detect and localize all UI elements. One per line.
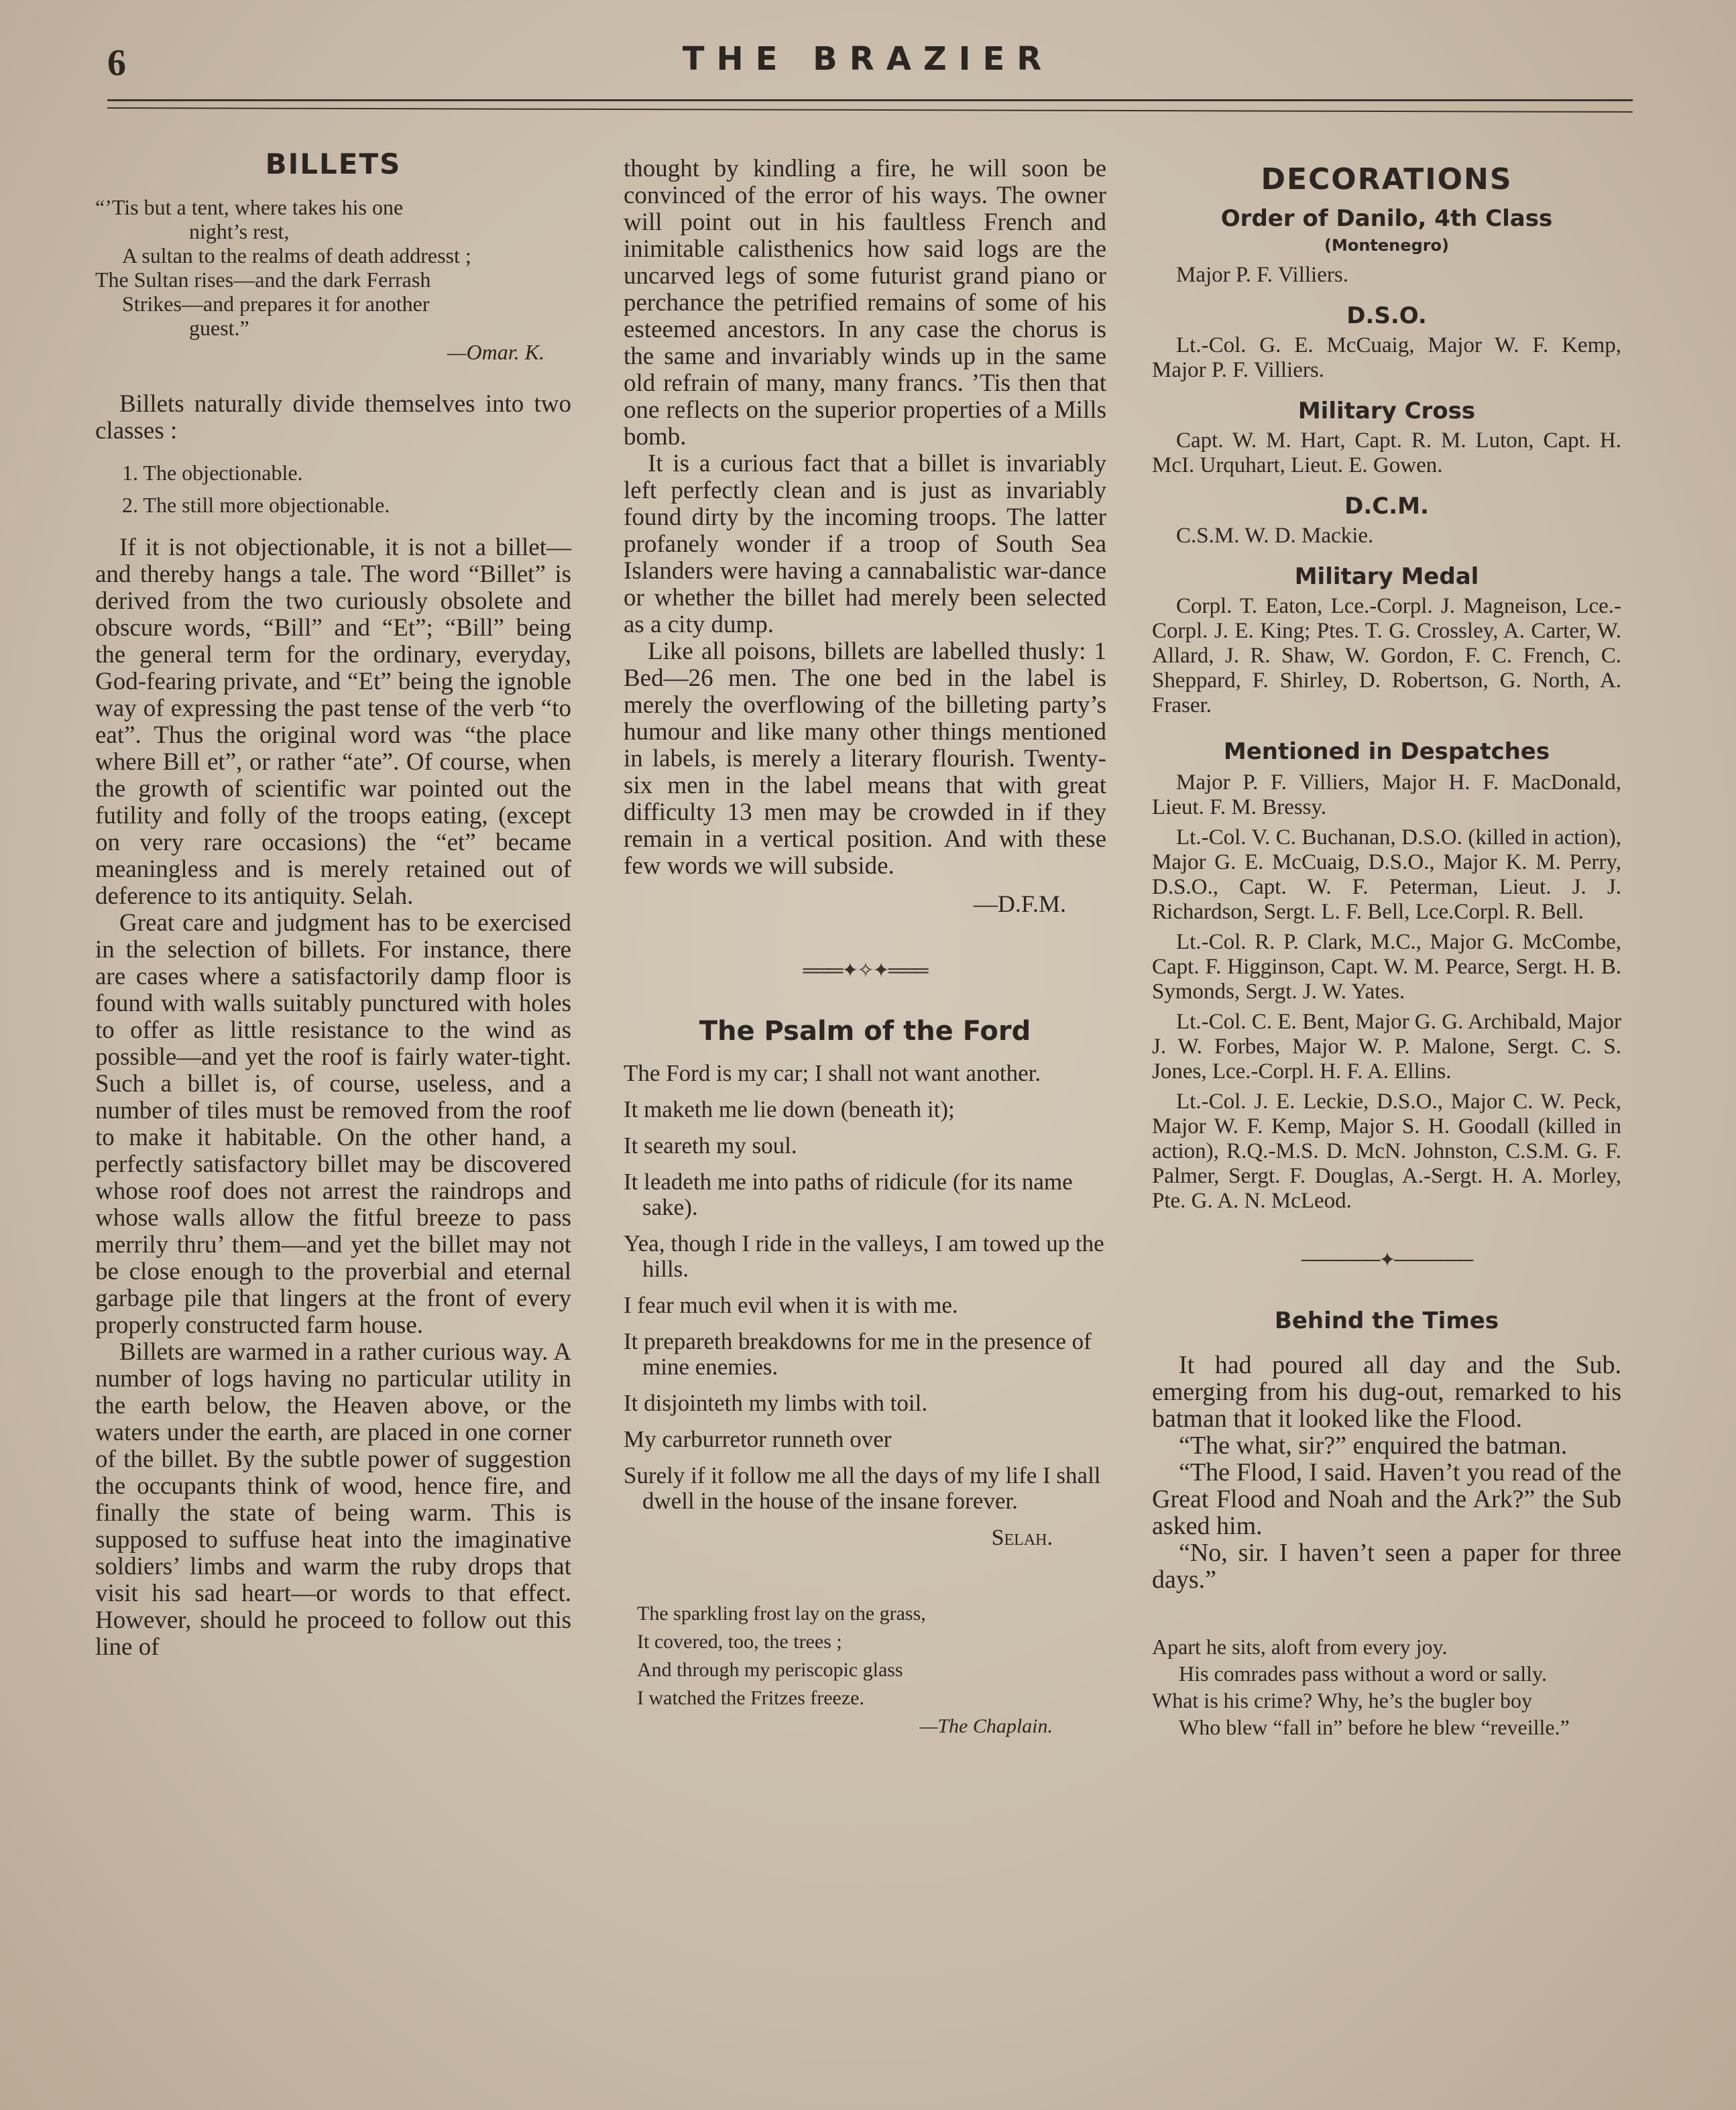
ornament-divider: ═══✦✧✦═══ xyxy=(803,959,927,982)
column-left xyxy=(95,148,571,1661)
decoration-subheading: (Montenegro) xyxy=(1324,236,1449,255)
poem-line: Who blew “fall in” before he blew “reveille.” xyxy=(1179,1715,1570,1739)
epigraph-line: A sultan to the realms of death addresst ; xyxy=(122,243,471,268)
ornament-divider: ──────✦────── xyxy=(1301,1249,1472,1271)
behind-times-paragraph: “No, sir. I haven’t seen a paper for three days.” xyxy=(1152,1539,1621,1594)
decoration-recipients: Corpl. T. Eaton, Lce.-Corpl. J. Magneison, Lce.-Corpl. J. E. King; Ptes. T. G. Crossley, A. Carter, W. Allard, J. R. Shaw, W. Gordon, F. C. French, C. Sheppard, F. Shirley, D. Robertson, G. North, A. Fraser. xyxy=(1152,594,1621,717)
billets-paragraph: It is a curious fact that a billet is invariably left perfectly clean and is just as invariably found dirty by the incoming troops. The latter profanely wonder if a troop of South Sea Islanders were having a cannabalistic war-dance or whether the billet had merely been selected as a city dump. xyxy=(624,450,1106,638)
psalm-line: I fear much evil when it is with me. xyxy=(624,1292,958,1318)
psalm-line: It seareth my soul. xyxy=(624,1132,797,1159)
psalm-line: Surely if it follow me all the days of my life I shall dwell in the house of the insane forever. xyxy=(624,1462,1101,1514)
decoration-recipients: Capt. W. M. Hart, Capt. R. M. Luton, Capt. H. McI. Urquhart, Lieut. E. Gowen. xyxy=(1152,428,1621,477)
frost-poem xyxy=(624,1600,1106,1741)
page-number: 6 xyxy=(107,42,126,84)
poem-line: And through my periscopic glass xyxy=(637,1659,903,1681)
column-right xyxy=(1152,162,1621,1741)
psalm-line: It disjointeth my limbs with toil. xyxy=(624,1390,928,1416)
billets-title: BILLETS xyxy=(265,148,402,180)
psalm-line: It maketh me lie down (beneath it); xyxy=(624,1096,955,1122)
decoration-heading: D.S.O. xyxy=(1346,302,1427,329)
despatches-entry: Lt.-Col. J. E. Leckie, D.S.O., Major C. W. Peck, Major W. F. Kemp, Major S. H. Goodall (killed in action), R.Q.-M.S. D. McN. Johnston, C.S.M. G. F. Palmer, Sergt. F. Douglas, A.-Sergt. H. A. Morley, Pte. G. A. N. McLeod. xyxy=(1152,1090,1621,1213)
despatches-entry: Lt.-Col. V. C. Buchanan, D.S.O. (killed in action), Major G. E. McCuaig, D.S.O., Major K. M. Perry, D.S.O., Capt. W. F. Peterman, Lieut. J. J. Richardson, Sergt. L. F. Bell, Lce.Corpl. R. Bell. xyxy=(1152,825,1621,924)
list-item: 1. The objectionable. xyxy=(122,461,303,485)
decoration-heading: Military Cross xyxy=(1297,398,1476,424)
billets-paragraph: If it is not objectionable, it is not a billet—and thereby hangs a tale. The word “Billet” is derived from the two curiously obsolete and obscure words, “Bill” and “Et”; “Bill” being the general term for the ordinary, everyday, God-fearing private, and “Et” being the ignoble way of expressing the past tense of the verb “to eat”. Thus the original word was “the place where Bill et”, or rather “ate”. Of course, when the growth of scientific war pointed out the futility and folly of the troops eating, (except on very rare occasions) the “et” became meaningless and is merely retained out of deference to its antiquity. Selah. xyxy=(95,534,571,910)
despatches-entry: Major P. F. Villiers, Major H. F. MacDonald, Lieut. F. M. Bressy. xyxy=(1152,770,1621,819)
behind-times-title: Behind the Times xyxy=(1274,1307,1499,1334)
list-item: 2. The still more objectionable. xyxy=(122,493,390,517)
behind-times-paragraph: “The what, sir?” enquired the batman. xyxy=(1179,1431,1568,1460)
billets-epigraph xyxy=(95,195,571,364)
poem-author: —The Chaplain. xyxy=(919,1715,1053,1737)
psalm-line: It prepareth breakdowns for me in the presence of mine enemies. xyxy=(624,1328,1092,1380)
despatches-heading: Mentioned in Despatches xyxy=(1223,738,1550,765)
decoration-heading: D.C.M. xyxy=(1344,493,1429,520)
poem-line: I watched the Fritzes freeze. xyxy=(637,1687,864,1709)
billets-paragraph: Like all poisons, billets are labelled thusly: 1 Bed—26 men. The one bed in the label is merely the overflowing of the billeting party’s humour and like many other things mentioned in labels, is merely a literary flourish. Twenty-six men in the label means that with great difficulty 13 men may be crowded in if they remain in a vertical position. And with these few words we will subside. xyxy=(624,638,1106,880)
epigraph-line: night’s rest, xyxy=(189,219,290,243)
despatches-entry: Lt.-Col. C. E. Bent, Major G. G. Archibald, Major J. W. Forbes, Major W. P. Malone, Sergt. C. S. Jones, Lce.-Corpl. H. F. A. Ellins. xyxy=(1152,1010,1621,1083)
poem-line: What is his crime? Why, he’s the bugler boy xyxy=(1152,1688,1532,1712)
billets-paragraph: Billets are warmed in a rather curious way. A number of logs having no particular utility in the earth below, the Heaven above, or the waters under the earth, are placed in one corner of the billet. By the subtle power of suggestion the occupants think of wood, hence fire, and finally the state of being warm. This is supposed to suffuse heat into the imaginative soldiers’ limbs and warm the ruby drops that visit his sad heart—or words to that effect. However, should he proceed to follow out this line of xyxy=(95,1338,571,1661)
bugler-poem xyxy=(1152,1633,1621,1741)
billets-signature: —D.F.M. xyxy=(973,890,1066,917)
billets-classes xyxy=(122,457,571,521)
epigraph-line: The Sultan rises—and the dark Ferrash xyxy=(95,268,431,292)
poem-line: The sparkling frost lay on the grass, xyxy=(637,1602,926,1625)
despatches-entry: Lt.-Col. R. P. Clark, M.C., Major G. McCombe, Capt. F. Higginson, Capt. W. M. Pearce, Sergt. H. B. Symonds, Sergt. J. W. Yates. xyxy=(1152,930,1621,1004)
header-rule xyxy=(107,99,1633,101)
decoration-recipients: Lt.-Col. G. E. McCuaig, Major W. F. Kemp, Major P. F. Villiers. xyxy=(1152,333,1621,382)
psalm-line: It leadeth me into paths of ridicule (for its name sake). xyxy=(624,1169,1073,1220)
poem-line: Apart he sits, aloft from every joy. xyxy=(1152,1635,1448,1659)
column-middle xyxy=(624,156,1106,1741)
psalm-line: My carburretor runneth over xyxy=(624,1426,892,1452)
behind-times-paragraph: “The Flood, I said. Haven’t you read of the Great Flood and Noah and the Ark?” the Sub asked him. xyxy=(1152,1458,1621,1540)
epigraph-author: —Omar. K. xyxy=(447,340,544,364)
billets-paragraph: thought by kindling a fire, he will soon be convinced of the error of his ways. The owner will point out in his faultless French and inimitable calisthenics how said logs are the uncarved legs of some futurist grand piano or perchance the petrified remains of some of his esteemed ancestors. In any case the chorus is the same and invariably winds up in the same old refrain of many, many francs. ’Tis then that one reflects on the superior properties of a Mills bomb. xyxy=(624,155,1106,451)
psalm-line: The Ford is my car; I shall not want another. xyxy=(624,1060,1041,1086)
epigraph-line: Strikes—and prepares it for another xyxy=(122,292,430,316)
decorations-title: DECORATIONS xyxy=(1261,162,1513,196)
decoration-recipients: Major P. F. Villiers. xyxy=(1176,263,1348,287)
psalm-signature: Selah. xyxy=(991,1525,1053,1550)
decoration-heading: Military Medal xyxy=(1294,563,1479,590)
poem-line: His comrades pass without a word or sally. xyxy=(1179,1661,1547,1686)
psalm-line: Yea, though I ride in the valleys, I am towed up the hills. xyxy=(624,1230,1104,1282)
billets-paragraph: Great care and judgment has to be exercised in the selection of billets. For instance, there are cases where a satisfactorily damp floor is found with walls suitably punctured with holes to offer as little resistance to the wind as possible—and yet the roof is fairly water-tight. Such a billet is, of course, useless, and a number of tiles must be removed from the roof to make it habitable. On the other hand, a perfectly satisfactory billet may be discovered whose roof does not arrest the raindrops and whose walls allow the fitful breeze to pass merrily thru’ them—and yet the billet may not be close enough to the proverbial and eternal garbage pile that lingers at the front of every properly constructed farm house. xyxy=(95,909,571,1339)
epigraph-line: guest.” xyxy=(189,316,249,340)
billets-intro: Billets naturally divide themselves into two classes : xyxy=(95,390,571,445)
decoration-recipients: C.S.M. W. D. Mackie. xyxy=(1176,524,1374,548)
behind-times-paragraph: It had poured all day and the Sub. emerging from his dug-out, remarked to his batman that it looked like the Flood. xyxy=(1152,1351,1621,1433)
poem-line: It covered, too, the trees ; xyxy=(637,1631,842,1653)
psalm-title: The Psalm of the Ford xyxy=(699,1016,1031,1047)
header-rule-second xyxy=(107,107,1633,113)
epigraph-line: “’Tis but a tent, where takes his one xyxy=(95,195,404,219)
masthead: THE BRAZIER xyxy=(682,40,1054,78)
decoration-heading: Order of Danilo, 4th Class xyxy=(1220,205,1553,232)
